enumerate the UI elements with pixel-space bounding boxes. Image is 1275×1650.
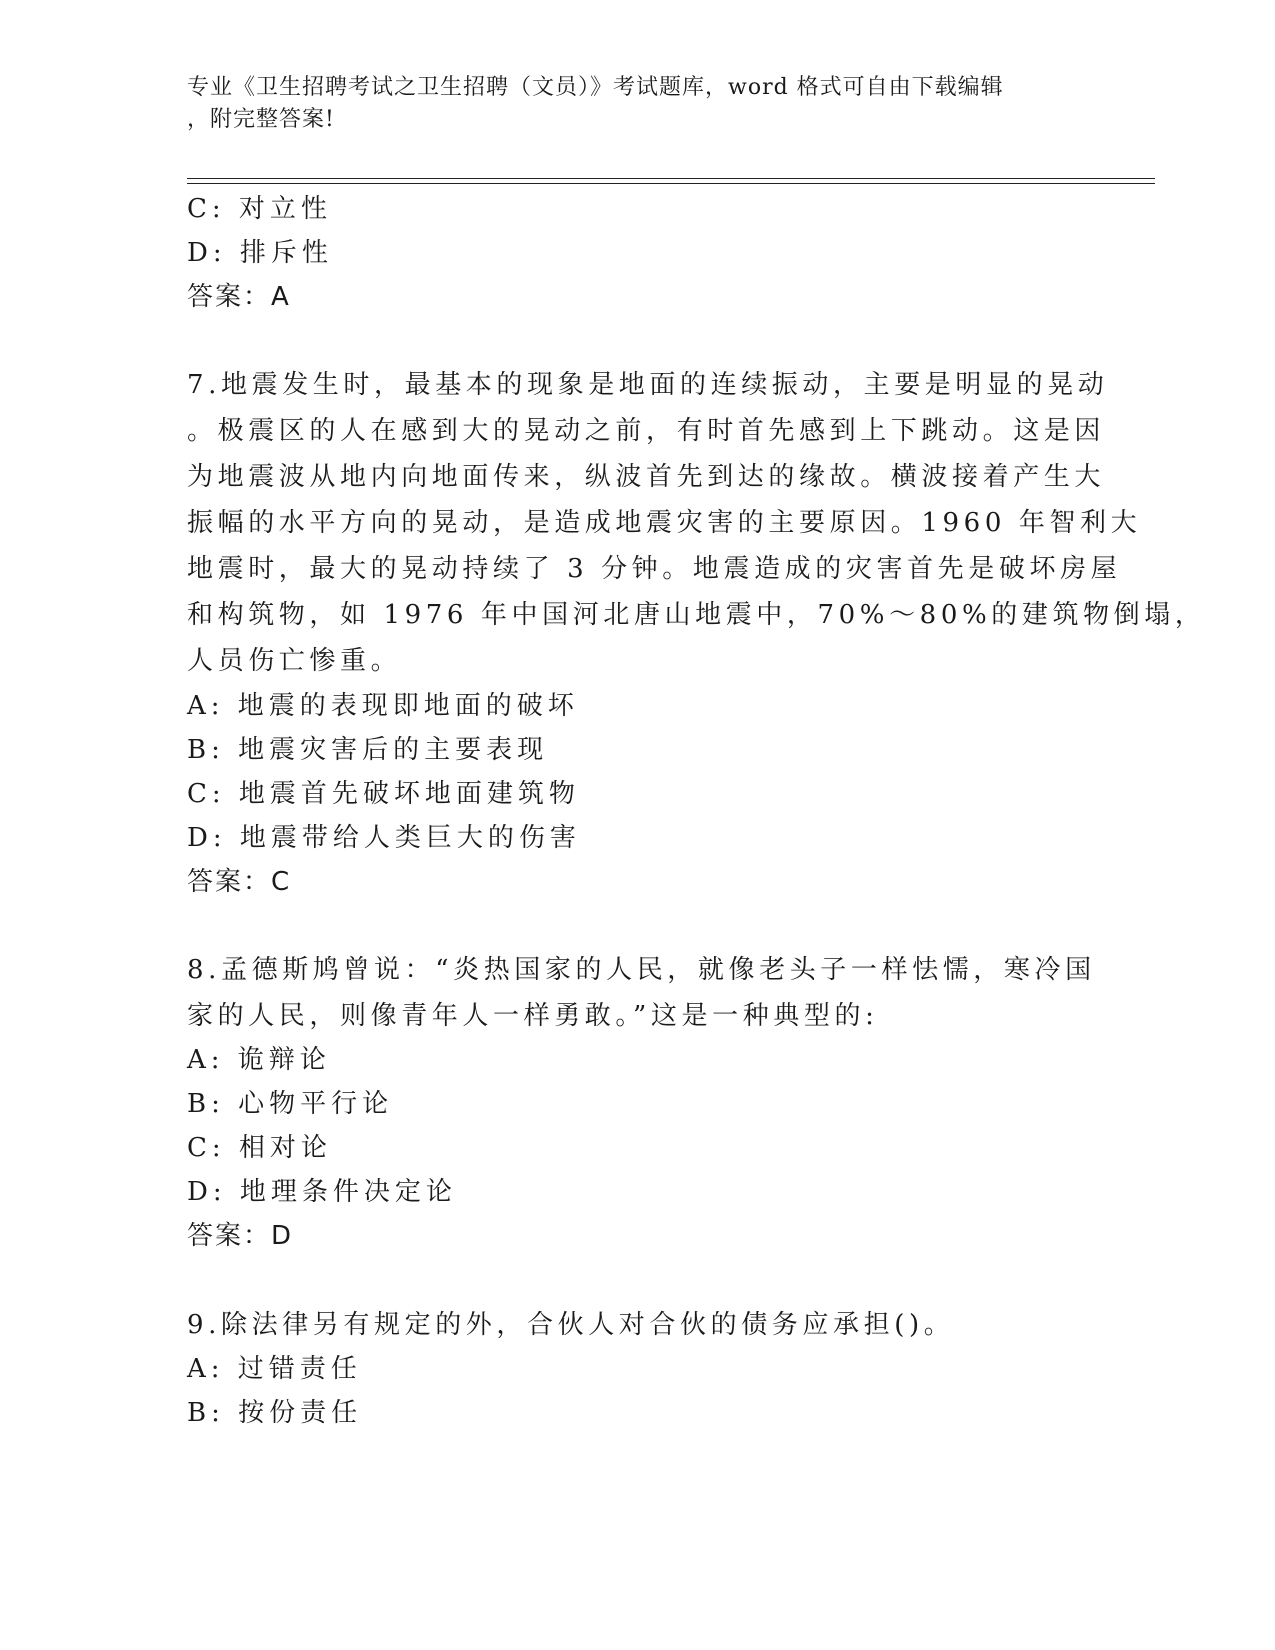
q8-stem-line: 8.孟德斯鸠曾说：“炎热国家的人民，就像老头子一样怯懦，寒冷国: [187, 955, 1096, 985]
q7-option-b: B: 地震灾害后的主要表现: [187, 735, 549, 765]
q7-option-a: A: 地震的表现即地面的破坏: [187, 691, 579, 721]
q6-option-c: C: 对立性: [187, 194, 332, 224]
q7-stem-line: 为地震波从地内向地面传来，纵波首先到达的缘故。横波接着产生大: [187, 462, 1106, 492]
q7-stem-line: 和构筑物，如 1976 年中国河北唐山地震中，70%～80%的建筑物倒塌，: [187, 600, 1206, 630]
header-divider-bottom: [187, 183, 1155, 184]
q7-stem: [187, 362, 1206, 684]
q7-stem-line: 振幅的水平方向的晃动，是造成地震灾害的主要原因。1960 年智利大: [187, 508, 1142, 538]
q8-option-d: D: 地理条件决定论: [187, 1177, 457, 1207]
q7-stem-line: 。极震区的人在感到大的晃动之前，有时首先感到上下跳动。这是因: [187, 416, 1106, 446]
q8-option-a: A: 诡辩论: [187, 1045, 331, 1075]
q7-stem-line: 7.地震发生时，最基本的现象是地面的连续振动，主要是明显的晃动: [187, 370, 1109, 400]
q6-answer: 答案：A: [187, 282, 291, 312]
q9-stem: 9.除法律另有规定的外，合伙人对合伙的债务应承担()。: [187, 1310, 955, 1340]
header-title-line-1: 专业《卫生招聘考试之卫生招聘（文员）》考试题库，word 格式可自由下载编辑: [187, 75, 1004, 100]
q7-stem-line: 地震时，最大的晃动持续了 3 分钟。地震造成的灾害首先是破坏房屋: [187, 554, 1122, 584]
q8-option-c: C: 相对论: [187, 1133, 332, 1163]
q7-option-c: C: 地震首先破坏地面建筑物: [187, 779, 580, 809]
header-title-line-2: ，附完整答案!: [187, 107, 335, 132]
q8-answer: 答案：D: [187, 1221, 294, 1251]
q9-option-b: B: 按份责任: [187, 1398, 363, 1428]
q6-option-d: D: 排斥性: [187, 238, 333, 268]
q8-option-b: B: 心物平行论: [187, 1089, 394, 1119]
document-header: [187, 72, 1087, 136]
q8-stem: [187, 947, 1096, 1039]
q9-option-a: A: 过错责任: [187, 1354, 362, 1384]
q7-option-d: D: 地震带给人类巨大的伤害: [187, 823, 581, 853]
header-divider-top: [187, 178, 1155, 179]
q7-answer: 答案：C: [187, 867, 292, 897]
q7-stem-line: 人员伤亡惨重。: [187, 646, 402, 676]
q8-stem-line: 家的人民，则像青年人一样勇敢。”这是一种典型的:: [187, 1001, 879, 1031]
